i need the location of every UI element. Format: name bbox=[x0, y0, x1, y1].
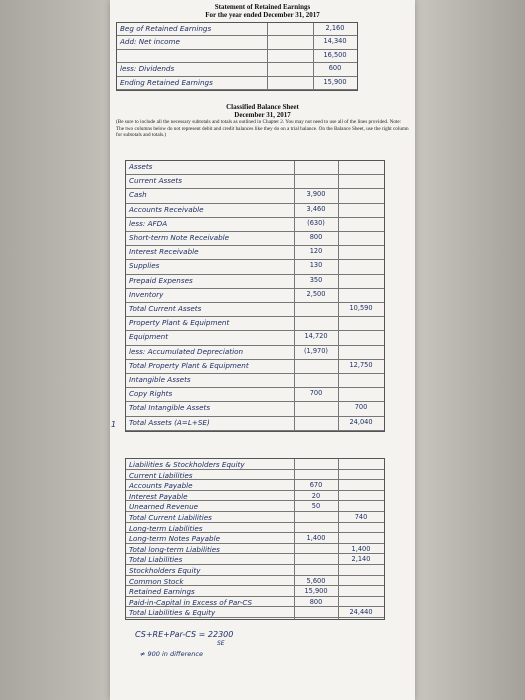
table-row bbox=[126, 512, 384, 523]
row-label: Total Liabilities & Equity bbox=[129, 608, 216, 618]
row-total: 2,140 bbox=[351, 555, 371, 564]
row-total: 600 bbox=[328, 64, 342, 73]
row-label: Cash bbox=[129, 190, 147, 200]
row-amount: 5,600 bbox=[306, 576, 326, 585]
row-label: Assets bbox=[129, 162, 153, 171]
table-row bbox=[126, 189, 384, 203]
row-label: Total Assets (A=L+SE) bbox=[129, 417, 210, 427]
row-amount: 3,460 bbox=[306, 204, 326, 213]
table-row bbox=[117, 77, 357, 90]
row-total: 24,040 bbox=[349, 417, 373, 426]
balance-title: Classified Balance Sheet bbox=[226, 103, 299, 111]
table-row bbox=[126, 554, 384, 565]
row-label: Liabilities & Stockholders Equity bbox=[129, 460, 245, 469]
row-total: 2,160 bbox=[325, 24, 345, 32]
footer-se-label: SE bbox=[217, 640, 225, 647]
row-label: less: Accumulated Depreciation bbox=[129, 346, 244, 356]
table-row bbox=[126, 317, 384, 331]
row-label: Interest Receivable bbox=[129, 247, 199, 257]
row-label: Beg of Retained Earnings bbox=[120, 24, 212, 33]
row-label: Total Current Liabilities bbox=[129, 513, 212, 522]
photo-background-left bbox=[0, 0, 120, 700]
row-amount: 20 bbox=[311, 491, 321, 500]
row-label: Total Intangible Assets bbox=[129, 403, 211, 413]
table-row bbox=[126, 607, 384, 618]
table-row bbox=[126, 275, 384, 289]
row-amount: 50 bbox=[311, 502, 321, 511]
row-amount: 15,900 bbox=[304, 587, 328, 596]
table-row bbox=[126, 544, 384, 555]
row-label: Copy Rights bbox=[129, 389, 173, 399]
row-label: Accounts Payable bbox=[129, 481, 193, 491]
table-row bbox=[126, 501, 384, 512]
row-label: Retained Earnings bbox=[129, 587, 195, 597]
table-row bbox=[126, 586, 384, 597]
row-label: Common Stock bbox=[129, 576, 184, 586]
table-row bbox=[126, 402, 384, 416]
table-row bbox=[126, 459, 384, 470]
table-row bbox=[126, 374, 384, 388]
row-label: less: AFDA bbox=[129, 218, 168, 228]
row-total: 700 bbox=[354, 403, 368, 412]
photo-background-right bbox=[415, 0, 525, 700]
table-row bbox=[126, 417, 384, 431]
table-row bbox=[126, 360, 384, 374]
table-row bbox=[126, 260, 384, 274]
table-row bbox=[126, 470, 384, 481]
table-row bbox=[126, 232, 384, 246]
row-label: Stockholders Equity bbox=[129, 566, 201, 575]
row-amount: 800 bbox=[309, 597, 323, 606]
row-label: less: Dividends bbox=[120, 64, 175, 74]
table-row bbox=[126, 480, 384, 491]
retained-subtitle: For the year ended December 31, 2017 bbox=[205, 11, 320, 19]
row-label: Equipment bbox=[129, 332, 169, 342]
table-row bbox=[126, 246, 384, 260]
row-amount: 1,400 bbox=[306, 534, 326, 543]
row-label: Long-term Notes Payable bbox=[129, 534, 221, 544]
row-total: 12,750 bbox=[349, 360, 373, 369]
row-total: 15,900 bbox=[323, 77, 347, 86]
row-label: Total Current Assets bbox=[129, 304, 202, 313]
balance-subtitle: December 31, 2017 bbox=[234, 111, 291, 119]
liabilities-table bbox=[125, 458, 385, 620]
row-amount: 350 bbox=[309, 275, 323, 284]
row-total: 740 bbox=[354, 513, 368, 521]
row-amount: 3,900 bbox=[306, 190, 326, 199]
footer-equation: CS+RE+Par-CS = 22300 bbox=[135, 630, 234, 639]
row-label: Property Plant & Equipment bbox=[129, 318, 230, 328]
row-label: Inventory bbox=[129, 289, 164, 299]
table-row bbox=[117, 36, 357, 49]
row-label: Total Liabilities bbox=[129, 555, 183, 565]
table-row bbox=[126, 303, 384, 317]
table-row bbox=[126, 388, 384, 402]
row-label: Prepaid Expenses bbox=[129, 275, 193, 285]
row-label: Add: Net income bbox=[120, 37, 180, 47]
table-row bbox=[126, 175, 384, 189]
table-row bbox=[126, 346, 384, 360]
row-label: Long-term Liabilities bbox=[129, 523, 203, 533]
row-amount: (630) bbox=[307, 218, 325, 227]
table-row bbox=[126, 597, 384, 608]
row-label: Accounts Receivable bbox=[129, 204, 204, 214]
row-total: 14,340 bbox=[323, 37, 347, 46]
row-label: Paid-in-Capital in Excess of Par-CS bbox=[129, 597, 253, 607]
footer-difference-note: ≠ 900 in difference bbox=[140, 650, 203, 658]
table-row bbox=[126, 565, 384, 576]
retained-header bbox=[110, 3, 415, 19]
retained-earnings-table bbox=[116, 22, 358, 91]
row-total: 16,500 bbox=[323, 50, 347, 59]
table-row bbox=[126, 576, 384, 587]
row-label: Interest Payable bbox=[129, 491, 188, 501]
table-row bbox=[126, 533, 384, 544]
worksheet-paper bbox=[110, 0, 415, 700]
row-amount: 14,720 bbox=[304, 332, 328, 341]
row-label: Short-term Note Receivable bbox=[129, 233, 230, 242]
table-row bbox=[126, 491, 384, 502]
row-amount: 2,500 bbox=[306, 289, 326, 298]
row-amount: 130 bbox=[309, 261, 323, 270]
margin-mark: 1 bbox=[111, 420, 117, 429]
table-row bbox=[126, 204, 384, 218]
row-amount: (1,970) bbox=[303, 346, 329, 355]
assets-table bbox=[125, 160, 385, 432]
row-amount: 800 bbox=[309, 233, 323, 241]
row-amount: 700 bbox=[309, 389, 323, 398]
row-label: Supplies bbox=[129, 261, 160, 271]
row-amount: 670 bbox=[309, 481, 323, 490]
row-total: 10,590 bbox=[349, 304, 373, 312]
retained-title: Statement of Retained Earnings bbox=[214, 3, 311, 11]
row-total: 24,440 bbox=[349, 608, 373, 617]
row-total: 1,400 bbox=[351, 544, 371, 553]
row-label: Total long-term Liabilities bbox=[129, 544, 220, 554]
row-label: Intangible Assets bbox=[129, 375, 191, 384]
row-label: Unearned Revenue bbox=[129, 502, 199, 512]
table-row bbox=[126, 523, 384, 534]
table-row bbox=[126, 289, 384, 303]
table-row bbox=[126, 218, 384, 232]
row-label: Current Assets bbox=[129, 176, 182, 186]
table-row bbox=[126, 331, 384, 345]
table-row bbox=[117, 50, 357, 63]
balance-header bbox=[110, 103, 415, 139]
row-amount: 120 bbox=[309, 247, 323, 256]
row-label: Ending Retained Earnings bbox=[120, 77, 213, 87]
table-row bbox=[126, 161, 384, 175]
balance-instructions: (Be sure to include all the necessary subtotals and totals as outlined in Chapter 2. You may not need to use all of the lines provided. Note: The two columns below do not represent debit and credit balances like they do on a trial balance. On the Balance Sheet, use the right column for subtotals and totals.) bbox=[116, 119, 409, 138]
table-row bbox=[117, 63, 357, 76]
table-row bbox=[117, 23, 357, 36]
row-label: Current Liabilities bbox=[129, 470, 193, 480]
row-label: Total Property Plant & Equipment bbox=[129, 360, 249, 370]
